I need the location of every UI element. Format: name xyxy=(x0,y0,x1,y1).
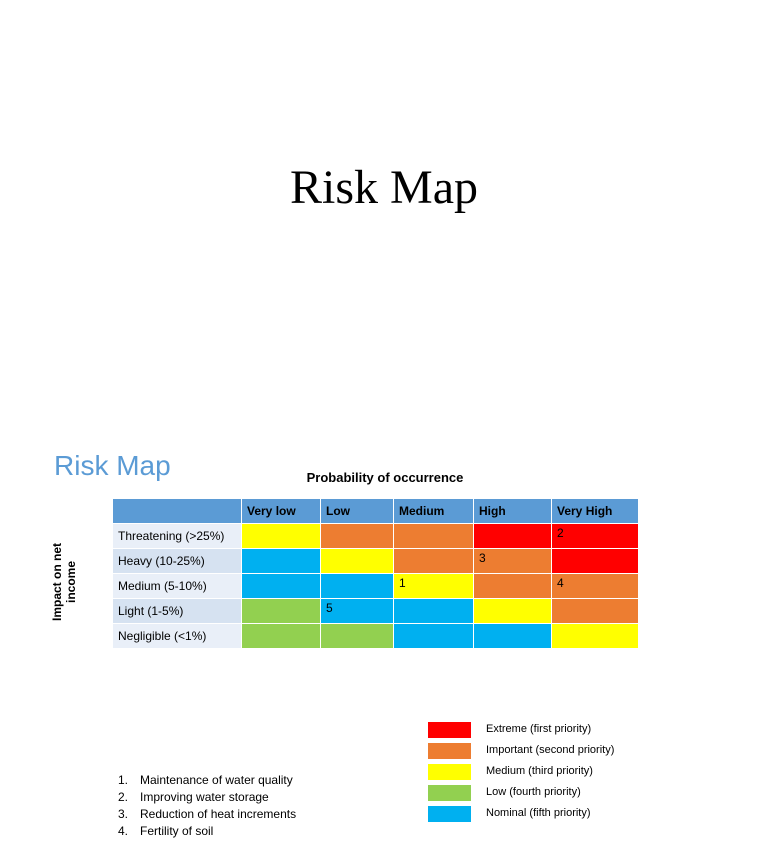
legend-swatch xyxy=(428,806,471,822)
list-number: 4. xyxy=(118,824,129,838)
matrix-corner xyxy=(113,499,242,524)
column-header: Low xyxy=(321,499,394,524)
risk-cell xyxy=(394,524,474,549)
risk-cell xyxy=(242,524,321,549)
risk-cell xyxy=(394,549,474,574)
matrix-header-row xyxy=(113,499,639,524)
risk-cell xyxy=(321,574,394,599)
legend-label: Important (second priority) xyxy=(486,744,615,756)
section-title: Risk Map xyxy=(54,450,171,481)
legend-swatch xyxy=(428,764,471,780)
risk-cell xyxy=(474,574,552,599)
risk-cell: 3 xyxy=(474,549,552,574)
list-number: 2. xyxy=(118,790,129,804)
x-axis-label: Probability of occurrence xyxy=(306,470,464,485)
column-header: Medium xyxy=(394,499,474,524)
list-text: Reduction of heat increments xyxy=(140,807,297,821)
risk-cell: 5 xyxy=(321,599,394,624)
list-text: Improving water storage xyxy=(140,790,269,804)
risk-cell xyxy=(321,524,394,549)
risk-cell xyxy=(552,624,639,649)
matrix-row xyxy=(113,624,639,649)
column-header: Very low xyxy=(242,499,321,524)
legend-swatch xyxy=(428,722,471,738)
risk-cell xyxy=(552,599,639,624)
matrix-row xyxy=(113,599,639,624)
legend-label: Medium (third priority) xyxy=(486,765,593,777)
risk-cell xyxy=(394,599,474,624)
risk-cell xyxy=(242,624,321,649)
y-axis-label: Impact on net income xyxy=(50,543,78,622)
risk-cell: 4 xyxy=(552,574,639,599)
risk-cell xyxy=(474,524,552,549)
matrix-row xyxy=(113,549,639,574)
notes-list xyxy=(118,772,296,840)
list-number: 3. xyxy=(118,807,129,821)
legend-label: Nominal (fifth priority) xyxy=(486,807,591,819)
matrix-row xyxy=(113,524,639,549)
risk-cell xyxy=(321,624,394,649)
legend-swatch xyxy=(428,785,471,801)
legend-label: Extreme (first priority) xyxy=(486,723,592,735)
risk-cell: 1 xyxy=(394,574,474,599)
risk-cell xyxy=(474,599,552,624)
risk-cell: 2 xyxy=(552,524,639,549)
risk-cell xyxy=(242,574,321,599)
list-item xyxy=(118,823,296,840)
risk-cell xyxy=(242,599,321,624)
risk-cell xyxy=(474,624,552,649)
matrix-row xyxy=(113,574,639,599)
risk-cell xyxy=(321,549,394,574)
row-label: Medium (5-10%) xyxy=(113,574,242,599)
risk-cell xyxy=(394,624,474,649)
list-number: 1. xyxy=(118,773,129,787)
risk-cell xyxy=(242,549,321,574)
legend-label: Low (fourth priority) xyxy=(486,786,581,798)
column-header: High xyxy=(474,499,552,524)
column-header: Very High xyxy=(552,499,639,524)
list-text: Fertility of soil xyxy=(140,824,214,838)
list-text: Maintenance of water quality xyxy=(140,773,293,787)
page-title: Risk Map xyxy=(289,161,478,214)
row-label: Threatening (>25%) xyxy=(113,524,242,549)
row-label: Light (1-5%) xyxy=(113,599,242,624)
legend-swatch xyxy=(428,743,471,759)
row-label: Heavy (10-25%) xyxy=(113,549,242,574)
row-label: Negligible (<1%) xyxy=(113,624,242,649)
risk-cell xyxy=(552,549,639,574)
y-axis-label-wrapper xyxy=(14,536,114,628)
risk-matrix xyxy=(112,498,639,649)
list-item xyxy=(118,772,296,789)
list-item xyxy=(118,789,296,806)
list-item xyxy=(118,806,296,823)
